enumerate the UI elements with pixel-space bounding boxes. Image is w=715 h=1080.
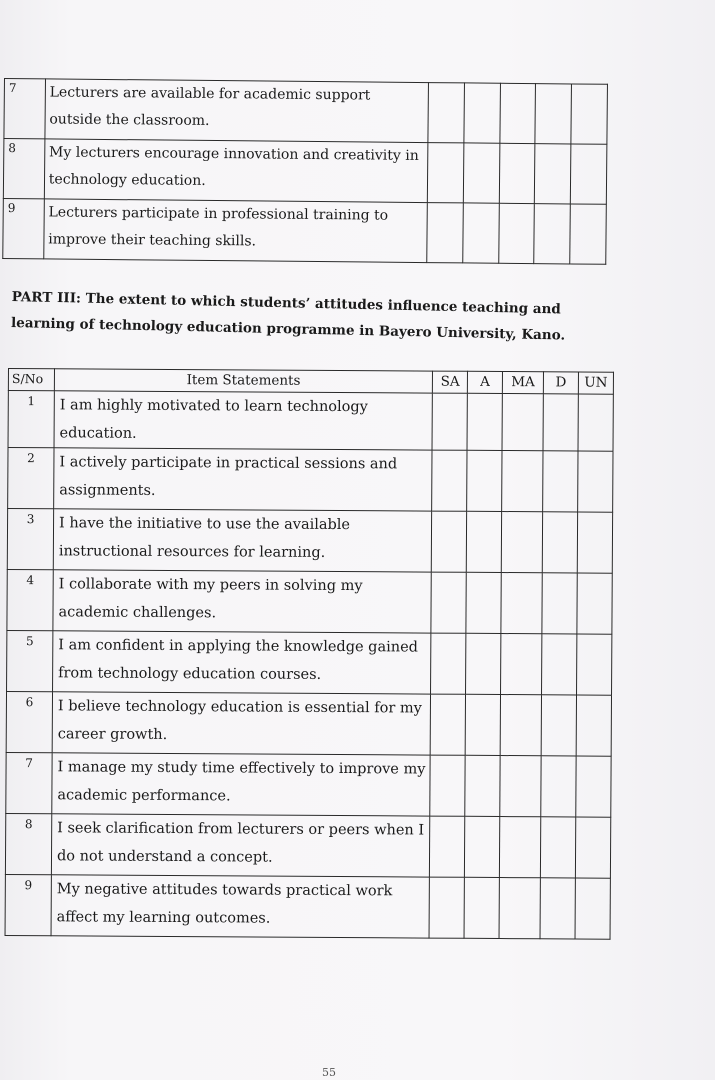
serial-number: 9	[3, 198, 44, 258]
response-cell[interactable]	[466, 511, 501, 572]
part2-continuation-table	[2, 78, 608, 265]
table-row	[5, 874, 610, 939]
table-row	[5, 813, 610, 878]
response-cell[interactable]	[467, 393, 502, 450]
response-cell[interactable]	[430, 694, 465, 755]
response-cell[interactable]	[535, 144, 571, 204]
response-cell[interactable]	[466, 572, 501, 633]
table-row	[6, 691, 611, 756]
serial-number: 6	[6, 691, 52, 752]
response-cell[interactable]	[464, 877, 499, 938]
response-cell[interactable]	[578, 451, 613, 512]
response-cell[interactable]	[541, 756, 576, 817]
item-statement: I manage my study time effectively to improve my academic performance.	[52, 753, 431, 816]
response-cell[interactable]	[543, 451, 578, 512]
response-cell[interactable]	[467, 450, 502, 511]
item-statement: My lecturers encourage innovation and creativity in technology education.	[44, 139, 428, 203]
response-cell[interactable]	[463, 203, 499, 263]
response-cell[interactable]	[500, 756, 541, 817]
item-statement: I am confident in applying the knowledge gained from technology education courses.	[52, 631, 431, 694]
item-statement: I believe technology education is essential for my career growth.	[52, 692, 431, 755]
serial-number: 1	[8, 391, 54, 448]
table-row	[7, 509, 612, 574]
response-cell[interactable]	[570, 144, 606, 204]
response-cell[interactable]	[500, 817, 541, 878]
table-row	[3, 139, 607, 205]
item-statement: I am highly motivated to learn technology education.	[54, 391, 433, 450]
response-cell[interactable]	[463, 143, 499, 203]
response-cell[interactable]	[428, 83, 464, 143]
part3-table	[5, 368, 614, 940]
serial-number: 7	[4, 79, 45, 139]
response-cell[interactable]	[577, 512, 612, 573]
response-cell[interactable]	[575, 878, 610, 939]
response-cell[interactable]	[499, 878, 540, 939]
response-cell[interactable]	[465, 694, 500, 755]
part3-heading: PART III: The extent to which students’ attitudes influence teaching and learning of technology education programme in Bayero University, Kano.	[10, 288, 566, 344]
serial-number: 2	[8, 448, 54, 509]
response-cell[interactable]	[501, 512, 542, 573]
serial-number: 7	[6, 752, 52, 813]
response-cell[interactable]	[578, 394, 613, 451]
serial-number: 5	[7, 630, 53, 691]
response-cell[interactable]	[535, 84, 571, 144]
response-cell[interactable]	[542, 634, 577, 695]
response-cell[interactable]	[502, 394, 543, 451]
header-sno: S/No	[8, 369, 54, 391]
table-row	[6, 752, 611, 817]
response-cell[interactable]	[427, 143, 463, 203]
serial-number: 8	[3, 139, 44, 199]
table-row	[3, 198, 607, 264]
item-statement: I seek clarification from lecturers or peers when I do not understand a concept.	[51, 814, 430, 877]
response-cell[interactable]	[465, 755, 500, 816]
response-cell[interactable]	[541, 695, 576, 756]
response-cell[interactable]	[500, 695, 541, 756]
response-cell[interactable]	[502, 451, 543, 512]
response-cell[interactable]	[542, 573, 577, 634]
response-cell[interactable]	[429, 877, 464, 938]
response-cell[interactable]	[534, 204, 570, 264]
response-cell[interactable]	[498, 203, 534, 263]
response-cell[interactable]	[466, 633, 501, 694]
header-item-statements: Item Statements	[54, 369, 432, 393]
table-row	[8, 391, 613, 452]
response-cell[interactable]	[427, 203, 463, 263]
response-cell[interactable]	[577, 573, 612, 634]
table-row	[4, 79, 608, 145]
header-ma: MA	[502, 372, 543, 394]
item-statement: Lecturers are available for academic support outside the classroom.	[45, 79, 429, 143]
response-cell[interactable]	[465, 816, 500, 877]
response-cell[interactable]	[501, 573, 542, 634]
item-statement: I actively participate in practical sessions and assignments.	[54, 448, 433, 511]
response-cell[interactable]	[430, 816, 465, 877]
response-cell[interactable]	[543, 394, 578, 451]
table-row	[7, 569, 612, 634]
serial-number: 8	[5, 813, 51, 874]
response-cell[interactable]	[464, 83, 500, 143]
header-a: A	[468, 371, 503, 393]
item-statement: My negative attitudes towards practical work affect my learning outcomes.	[51, 875, 430, 938]
response-cell[interactable]	[499, 143, 535, 203]
response-cell[interactable]	[499, 83, 535, 143]
item-statement: I collaborate with my peers in solving my academic challenges.	[53, 570, 432, 633]
response-cell[interactable]	[570, 204, 606, 264]
serial-number: 4	[7, 569, 53, 630]
table-row	[8, 448, 613, 513]
response-cell[interactable]	[432, 450, 467, 511]
response-cell[interactable]	[540, 878, 575, 939]
header-d: D	[543, 372, 578, 394]
response-cell[interactable]	[577, 634, 612, 695]
response-cell[interactable]	[431, 511, 466, 572]
response-cell[interactable]	[501, 634, 542, 695]
response-cell[interactable]	[430, 755, 465, 816]
serial-number: 9	[5, 874, 51, 935]
serial-number: 3	[7, 509, 53, 570]
response-cell[interactable]	[576, 695, 611, 756]
item-statement: I have the initiative to use the available instructional resources for learning.	[53, 509, 432, 572]
response-cell[interactable]	[540, 817, 575, 878]
response-cell[interactable]	[576, 756, 611, 817]
response-cell[interactable]	[571, 84, 607, 144]
header-un: UN	[578, 372, 613, 394]
table-row	[7, 630, 612, 695]
response-cell[interactable]	[432, 393, 467, 450]
response-cell[interactable]	[431, 633, 466, 694]
page-number: 55	[322, 1066, 336, 1079]
item-statement: Lecturers participate in professional training to improve their teaching skills.	[44, 199, 428, 263]
response-cell[interactable]	[431, 572, 466, 633]
response-cell[interactable]	[575, 817, 610, 878]
header-sa: SA	[433, 371, 468, 393]
response-cell[interactable]	[542, 512, 577, 573]
